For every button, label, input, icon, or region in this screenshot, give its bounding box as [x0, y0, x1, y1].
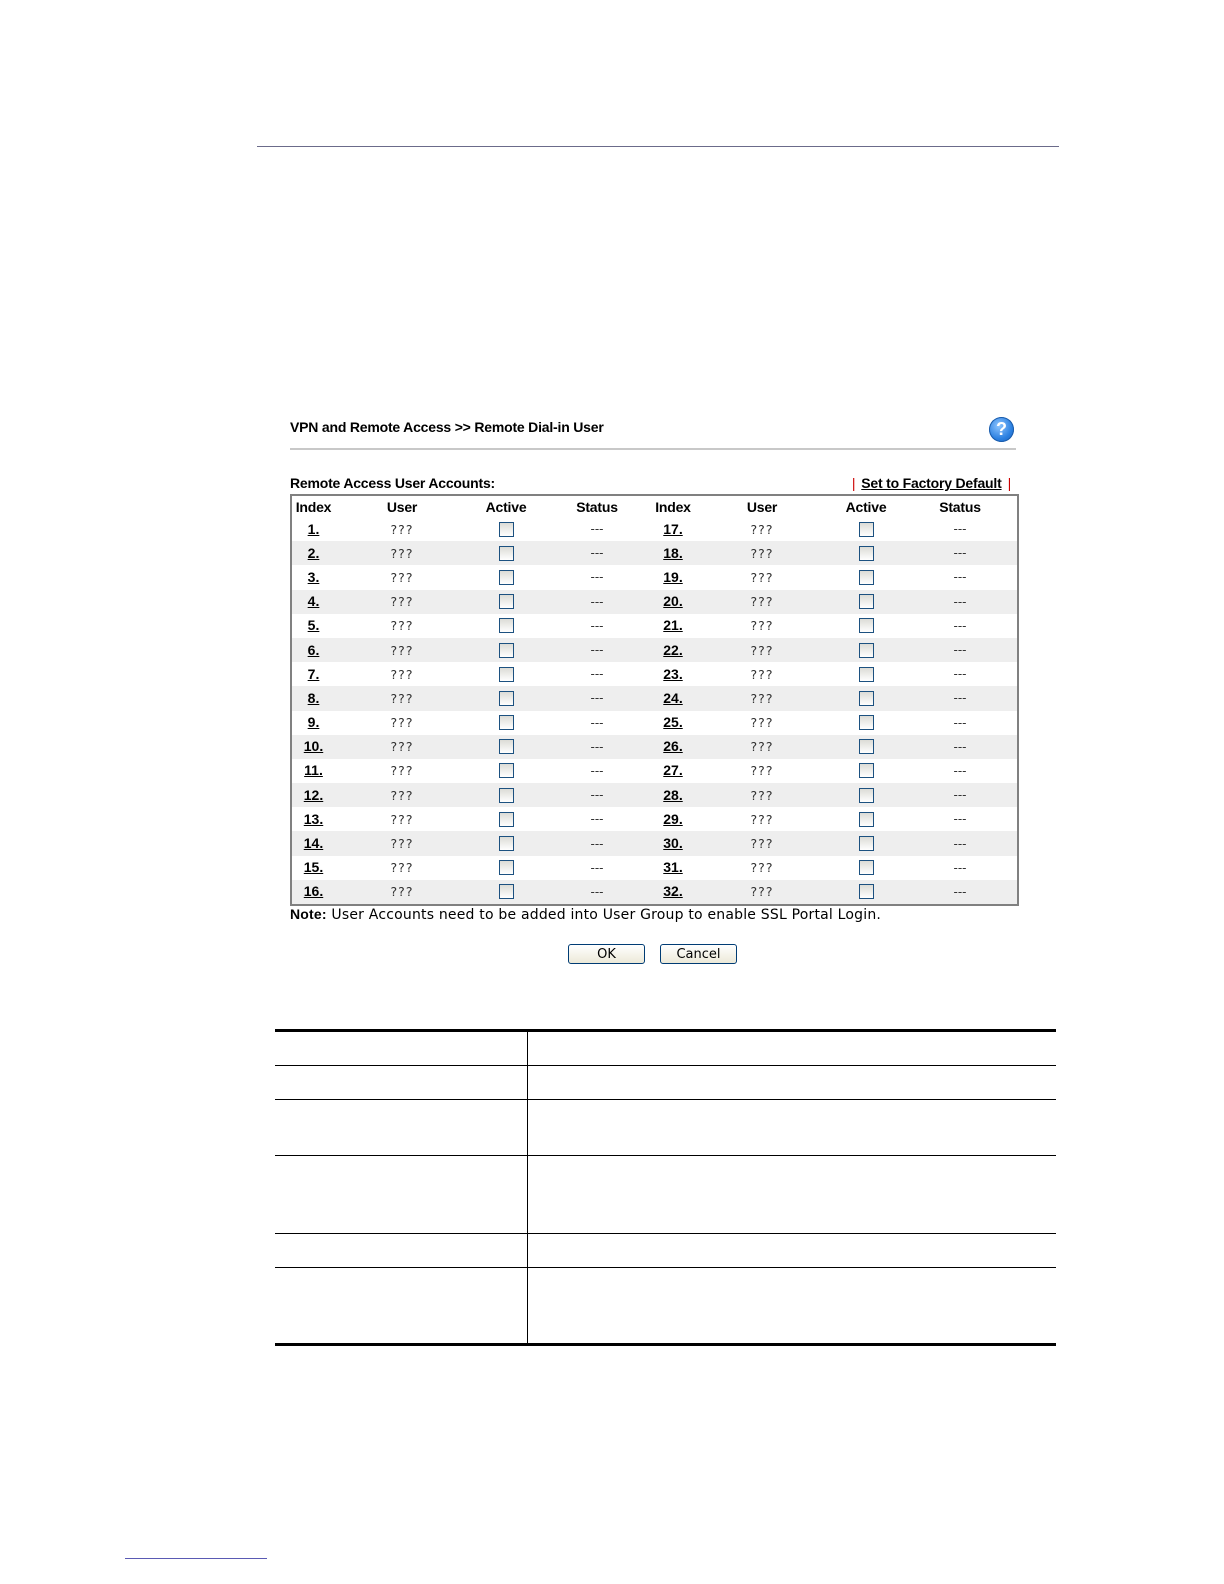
active-checkbox[interactable]: [859, 667, 874, 682]
active-checkbox[interactable]: [499, 763, 514, 778]
separator-left: |: [851, 475, 856, 491]
status-cell: ---: [590, 763, 604, 778]
index-cell: [651, 711, 695, 735]
table-row: [291, 686, 1018, 710]
table-row: [291, 880, 1018, 905]
active-checkbox[interactable]: [499, 643, 514, 658]
active-cell: [829, 541, 903, 565]
user-cell: ???: [695, 831, 829, 855]
page-title: VPN and Remote Access >> Remote Dial-in User: [290, 419, 604, 435]
active-cell: [829, 638, 903, 662]
header-user-right: User: [695, 495, 829, 517]
active-checkbox[interactable]: [499, 860, 514, 875]
set-factory-default-link[interactable]: Set to Factory Default: [861, 475, 1002, 491]
index-cell: [291, 686, 335, 710]
desc-rule-bottom: [275, 1343, 1056, 1346]
user-index-link[interactable]: 11.: [304, 762, 323, 779]
user-cell: ???: [750, 715, 774, 731]
table-row: [291, 783, 1018, 807]
user-index-link[interactable]: 2.: [307, 544, 320, 561]
table-row: [291, 517, 1018, 541]
user-cell: ???: [335, 880, 469, 905]
active-checkbox[interactable]: [499, 739, 514, 754]
table-row: [291, 662, 1018, 686]
user-cell: ???: [390, 618, 414, 634]
active-cell: [829, 711, 903, 735]
separator-right: |: [1007, 475, 1011, 491]
user-cell: ???: [695, 590, 829, 614]
user-index-link[interactable]: 8.: [307, 689, 320, 706]
header-active-left: Active: [469, 495, 543, 517]
active-cell: [829, 856, 903, 880]
index-cell: [651, 759, 695, 783]
user-cell: ???: [695, 783, 829, 807]
index-cell: [651, 614, 695, 638]
active-checkbox[interactable]: [499, 522, 514, 537]
index-cell: [291, 662, 335, 686]
user-cell: ???: [390, 811, 414, 827]
active-checkbox[interactable]: [499, 618, 514, 633]
user-cell: ???: [390, 666, 414, 682]
active-cell: [469, 662, 543, 686]
index-cell: [651, 831, 695, 855]
active-cell: [469, 807, 543, 831]
user-accounts-table: [290, 494, 1019, 906]
status-cell: ---: [543, 880, 651, 905]
index-cell: [291, 590, 335, 614]
status-cell: ---: [953, 860, 967, 875]
index-cell: [291, 711, 335, 735]
user-cell: ???: [750, 521, 774, 537]
header-index-right: Index: [651, 495, 695, 517]
active-cell: [829, 807, 903, 831]
status-cell: ---: [590, 812, 604, 827]
active-cell: [469, 590, 543, 614]
user-cell: ???: [335, 686, 469, 710]
user-index-link[interactable]: 6.: [307, 641, 320, 658]
status-cell: ---: [543, 831, 651, 855]
status-cell: ---: [903, 783, 1018, 807]
table-row: [291, 711, 1018, 735]
active-cell: [469, 759, 543, 783]
active-checkbox[interactable]: [859, 570, 874, 585]
active-checkbox[interactable]: [499, 546, 514, 561]
status-cell: ---: [953, 618, 967, 633]
user-cell: ???: [335, 735, 469, 759]
desc-rule-1: [275, 1065, 1056, 1066]
index-cell: [651, 638, 695, 662]
status-cell: ---: [543, 638, 651, 662]
active-cell: [469, 831, 543, 855]
active-cell: [469, 880, 543, 905]
user-index-link[interactable]: 20.: [663, 593, 683, 610]
index-cell: [651, 735, 695, 759]
active-cell: [829, 735, 903, 759]
user-cell: ???: [390, 763, 414, 779]
user-index-link[interactable]: 16.: [303, 883, 324, 900]
active-cell: [829, 614, 903, 638]
user-index-link[interactable]: 9.: [307, 714, 320, 731]
active-checkbox[interactable]: [859, 812, 874, 827]
status-cell: ---: [953, 812, 967, 827]
active-checkbox[interactable]: [499, 570, 514, 585]
status-cell: ---: [590, 860, 604, 875]
status-cell: ---: [953, 570, 967, 585]
header-user-left: User: [335, 495, 469, 517]
active-checkbox[interactable]: [499, 667, 514, 682]
user-index-link[interactable]: 21.: [663, 617, 683, 634]
active-checkbox[interactable]: [499, 812, 514, 827]
index-cell: [291, 783, 335, 807]
active-cell: [829, 759, 903, 783]
table-row: [291, 807, 1018, 831]
table-row: [291, 590, 1018, 614]
active-cell: [829, 662, 903, 686]
index-cell: [291, 517, 335, 541]
user-cell: ???: [335, 590, 469, 614]
user-index-link[interactable]: 29.: [663, 810, 683, 827]
table-row: [291, 856, 1018, 880]
cancel-button[interactable]: Cancel: [660, 944, 737, 964]
status-cell: ---: [590, 667, 604, 682]
header-active-right: Active: [829, 495, 903, 517]
active-cell: [829, 565, 903, 589]
active-checkbox[interactable]: [859, 594, 874, 609]
user-index-link[interactable]: 26.: [663, 738, 683, 755]
desc-rule-2: [275, 1099, 1056, 1100]
active-cell: [469, 614, 543, 638]
title-divider: [290, 448, 1016, 450]
user-index-link[interactable]: 28.: [663, 786, 683, 803]
active-checkbox[interactable]: [859, 691, 874, 706]
user-index-link[interactable]: 24.: [663, 689, 683, 706]
header-index-left: Index: [291, 495, 335, 517]
table-row: [291, 638, 1018, 662]
help-icon[interactable]: ?: [989, 417, 1014, 442]
desc-rule-5: [275, 1267, 1056, 1268]
active-checkbox[interactable]: [859, 836, 874, 851]
index-cell: [291, 541, 335, 565]
table-row: [291, 565, 1018, 589]
user-index-link[interactable]: 27.: [663, 762, 683, 779]
index-cell: [651, 856, 695, 880]
index-cell: [291, 856, 335, 880]
user-cell: ???: [695, 880, 829, 905]
active-cell: [829, 686, 903, 710]
index-cell: [291, 735, 335, 759]
index-cell: [651, 662, 695, 686]
desc-rule-top: [275, 1029, 1056, 1032]
user-index-link[interactable]: 3.: [307, 568, 320, 585]
status-cell: ---: [903, 686, 1018, 710]
index-cell: [651, 880, 695, 905]
table-row: [291, 541, 1018, 565]
user-index-link[interactable]: 30.: [663, 835, 683, 852]
user-cell: ???: [390, 521, 414, 537]
index-cell: [651, 686, 695, 710]
active-checkbox[interactable]: [859, 618, 874, 633]
user-index-link[interactable]: 23.: [663, 665, 683, 682]
active-cell: [829, 590, 903, 614]
status-cell: ---: [543, 686, 651, 710]
active-cell: [469, 711, 543, 735]
user-cell: ???: [750, 666, 774, 682]
user-index-link[interactable]: 31.: [663, 859, 683, 876]
user-cell: ???: [695, 541, 829, 565]
user-cell: ???: [695, 638, 829, 662]
user-index-link[interactable]: 1.: [307, 520, 320, 537]
active-cell: [469, 541, 543, 565]
active-cell: [469, 638, 543, 662]
status-cell: ---: [903, 735, 1018, 759]
user-index-link[interactable]: 17.: [663, 520, 683, 537]
status-cell: ---: [543, 590, 651, 614]
table-row: [291, 759, 1018, 783]
active-checkbox[interactable]: [499, 715, 514, 730]
remote-dial-in-user-screen: [289, 415, 1019, 962]
index-cell: [651, 517, 695, 541]
active-checkbox[interactable]: [859, 860, 874, 875]
status-cell: ---: [953, 667, 967, 682]
desc-column-divider: [527, 1029, 528, 1345]
table-row: [291, 735, 1018, 759]
status-cell: ---: [903, 590, 1018, 614]
table-body: [291, 517, 1018, 905]
active-checkbox[interactable]: [499, 836, 514, 851]
status-cell: ---: [590, 522, 604, 537]
user-index-link[interactable]: 7.: [307, 665, 320, 682]
index-cell: [651, 783, 695, 807]
user-index-link[interactable]: 32.: [663, 883, 683, 900]
status-cell: ---: [543, 735, 651, 759]
user-index-link[interactable]: 4.: [307, 593, 320, 610]
index-cell: [291, 807, 335, 831]
active-checkbox[interactable]: [499, 788, 514, 803]
active-checkbox[interactable]: [859, 739, 874, 754]
active-checkbox[interactable]: [499, 594, 514, 609]
active-checkbox[interactable]: [859, 763, 874, 778]
user-cell: ???: [335, 831, 469, 855]
active-cell: [469, 735, 543, 759]
index-cell: [651, 541, 695, 565]
ok-button[interactable]: OK: [568, 944, 645, 964]
user-index-link[interactable]: 22.: [663, 641, 683, 658]
user-index-link[interactable]: 13.: [303, 810, 324, 827]
index-cell: [291, 831, 335, 855]
user-index-link[interactable]: 12.: [303, 786, 324, 803]
desc-rule-4: [275, 1233, 1056, 1234]
user-index-link[interactable]: 14.: [303, 835, 324, 852]
user-cell: ???: [390, 715, 414, 731]
active-cell: [829, 880, 903, 905]
table-row: [291, 831, 1018, 855]
active-cell: [469, 517, 543, 541]
active-cell: [469, 856, 543, 880]
status-cell: ---: [903, 638, 1018, 662]
user-cell: ???: [750, 763, 774, 779]
header-status-right: Status: [903, 495, 1018, 517]
status-cell: ---: [543, 783, 651, 807]
index-cell: [291, 759, 335, 783]
active-checkbox[interactable]: [859, 546, 874, 561]
user-cell: ???: [335, 638, 469, 662]
user-cell: ???: [335, 783, 469, 807]
active-cell: [829, 517, 903, 541]
user-index-link[interactable]: 25.: [663, 714, 683, 731]
status-cell: ---: [953, 763, 967, 778]
active-cell: [469, 686, 543, 710]
table-row: [291, 614, 1018, 638]
active-checkbox[interactable]: [499, 691, 514, 706]
status-cell: ---: [590, 570, 604, 585]
table-header-row: [291, 495, 1018, 517]
index-cell: [291, 638, 335, 662]
index-cell: [651, 807, 695, 831]
user-index-link[interactable]: 18.: [663, 544, 683, 561]
user-cell: ???: [335, 541, 469, 565]
status-cell: ---: [590, 715, 604, 730]
note-text: User Accounts need to be added into User Group to enable SSL Portal Login.: [326, 907, 882, 923]
title-row: [289, 415, 1019, 445]
accounts-header: [290, 474, 1017, 494]
active-cell: [829, 831, 903, 855]
active-checkbox[interactable]: [859, 643, 874, 658]
note-label: Note:: [290, 906, 327, 922]
index-cell: [651, 565, 695, 589]
footnote-rule: [125, 1558, 267, 1559]
status-cell: ---: [543, 541, 651, 565]
index-cell: [291, 565, 335, 589]
header-status-left: Status: [543, 495, 651, 517]
user-cell: ???: [750, 860, 774, 876]
active-cell: [469, 783, 543, 807]
status-cell: ---: [953, 522, 967, 537]
user-cell: ???: [750, 569, 774, 585]
user-cell: ???: [750, 618, 774, 634]
active-checkbox[interactable]: [859, 788, 874, 803]
note: [290, 906, 881, 923]
active-checkbox[interactable]: [859, 715, 874, 730]
status-cell: ---: [590, 618, 604, 633]
user-cell: ???: [695, 735, 829, 759]
accounts-label: Remote Access User Accounts:: [290, 475, 495, 491]
status-cell: ---: [903, 880, 1018, 905]
active-cell: [829, 783, 903, 807]
active-checkbox[interactable]: [499, 884, 514, 899]
index-cell: [291, 614, 335, 638]
active-checkbox[interactable]: [859, 522, 874, 537]
user-index-link[interactable]: 15.: [303, 859, 324, 876]
status-cell: ---: [903, 831, 1018, 855]
user-cell: ???: [390, 860, 414, 876]
status-cell: ---: [953, 715, 967, 730]
page-top-rule: [257, 146, 1059, 147]
index-cell: [651, 590, 695, 614]
status-cell: ---: [903, 541, 1018, 565]
user-index-link[interactable]: 19.: [663, 568, 683, 585]
active-checkbox[interactable]: [859, 884, 874, 899]
user-cell: ???: [390, 569, 414, 585]
user-index-link[interactable]: 10.: [303, 738, 324, 755]
user-index-link[interactable]: 5.: [307, 617, 320, 634]
active-cell: [469, 565, 543, 589]
factory-default-group: [846, 475, 1017, 491]
index-cell: [291, 880, 335, 905]
user-cell: ???: [695, 686, 829, 710]
desc-rule-3: [275, 1155, 1056, 1156]
user-cell: ???: [750, 811, 774, 827]
